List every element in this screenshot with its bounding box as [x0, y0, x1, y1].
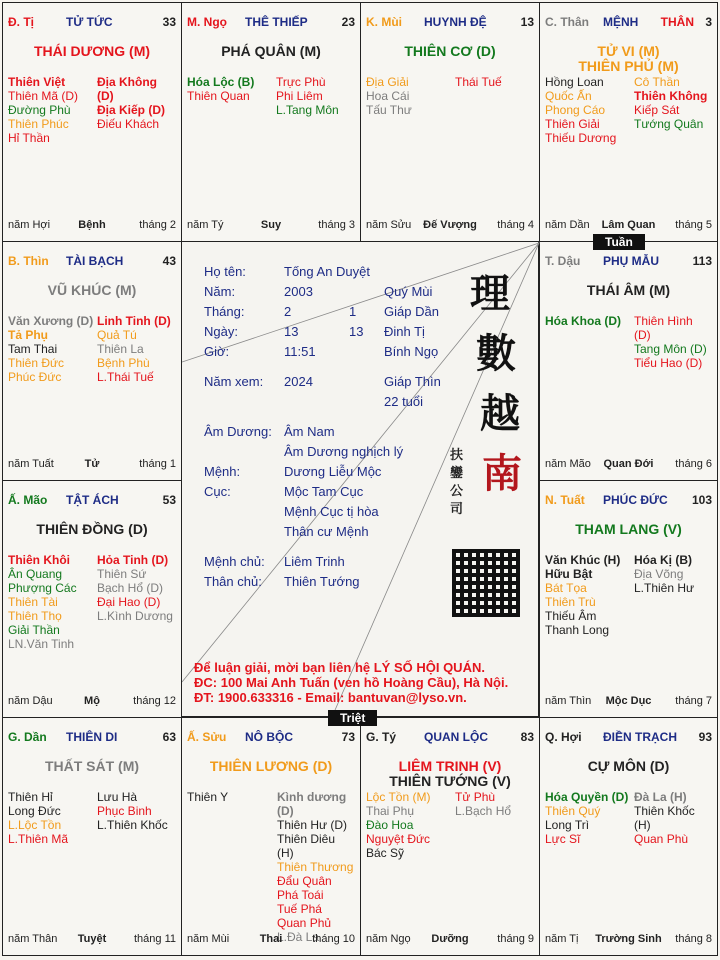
minor-star: Thiên Trù	[545, 595, 596, 609]
nam-value: 2003	[284, 284, 313, 299]
palace-month: tháng 6	[675, 458, 712, 470]
minor-star: Bác Sỹ	[366, 846, 405, 860]
minor-star: Lộc Tồn (M)	[366, 790, 431, 804]
palace-year: năm Dậu	[8, 695, 53, 707]
main-star: VŨ KHÚC (M)	[47, 282, 137, 298]
palace-at-suu	[181, 717, 361, 956]
palace-stage: Mộc Dục	[605, 695, 652, 707]
palace-header	[187, 15, 355, 31]
palace-at-mao	[2, 480, 182, 718]
minor-star: Đại Hao (D)	[97, 595, 161, 609]
palace-giap-dan	[2, 717, 182, 956]
palace-month: tháng 4	[497, 219, 534, 231]
minor-star: Thiên Y	[187, 790, 229, 804]
minor-star: Đào Hoa	[366, 818, 414, 832]
minor-star: Hóa Lộc (B)	[187, 75, 255, 89]
minor-star: Thiên Hỉ	[8, 790, 53, 804]
palace-age: 73	[341, 730, 355, 744]
palace-age: 23	[341, 15, 355, 29]
palace-stage: Quan Đới	[603, 458, 654, 470]
palace-header	[366, 15, 534, 31]
minor-star: Quan Phủ	[277, 916, 332, 930]
palace-month: tháng 8	[675, 933, 712, 945]
palace-month: tháng 11	[133, 933, 176, 945]
menh-chu-value: Liêm Trinh	[284, 554, 345, 569]
palace-mau-ngo	[181, 2, 361, 242]
minor-star: Hỉ Thần	[8, 131, 50, 145]
palace-stage: Mộ	[84, 695, 100, 707]
minor-star: L.Bạch Hổ	[455, 804, 512, 818]
than-marker: THÂN	[660, 15, 694, 29]
palace-footer	[8, 933, 176, 947]
minor-star: L.Kình Dương	[97, 609, 173, 623]
gio-value: 11:51	[284, 344, 316, 359]
palace-header	[8, 254, 176, 270]
palace-ky-mui	[360, 2, 540, 242]
minor-star: Phục Binh	[97, 804, 152, 818]
palace-header	[545, 730, 712, 746]
palace-header	[8, 15, 176, 31]
minor-star: Trực Phù	[276, 75, 326, 89]
main-star: THAM LANG (V)	[575, 521, 682, 537]
palace-stage: Tuyệt	[77, 933, 107, 945]
palace-year: năm Ngọ	[366, 933, 411, 945]
qr-code-icon	[452, 549, 520, 617]
palace-age: 113	[692, 254, 712, 268]
palace-stage: Thai	[259, 933, 283, 945]
contact-block	[194, 660, 508, 705]
palace-footer	[366, 933, 534, 947]
palace-footer	[545, 219, 712, 233]
cuc-label: Cục:	[204, 484, 231, 499]
minor-star: Thiếu Âm	[545, 609, 597, 623]
main-star: THIÊN PHỦ (M)	[578, 58, 679, 74]
minor-star: Cô Thần	[634, 75, 680, 89]
thang-label: Tháng:	[204, 304, 245, 319]
minor-star: Phá Toái	[277, 888, 324, 902]
minor-star: Thiên Không	[634, 89, 708, 103]
minor-star: Tam Thai	[8, 342, 58, 356]
nam-label: Năm:	[204, 284, 236, 299]
minor-star: Thái Tuế	[455, 75, 502, 89]
palace-year: năm Hợi	[8, 219, 51, 231]
palace-year: năm Tị	[545, 933, 579, 945]
palace-stage: Dưỡng	[431, 933, 469, 945]
nam-can-chi: Quý Mùi	[384, 284, 433, 299]
tuoi-value: 22 tuổi	[384, 394, 424, 409]
main-star: THIÊN ĐỒNG (D)	[36, 521, 148, 537]
minor-star: Thiên Việt	[8, 75, 66, 89]
main-star: THIÊN TƯỚNG (V)	[389, 773, 511, 789]
minor-star: Hoa Cái	[366, 89, 410, 103]
am-duong-label: Âm Dương:	[204, 424, 272, 439]
palace-footer	[366, 219, 534, 233]
ngay-can-chi: Đinh Tị	[384, 324, 425, 339]
minor-star: Long Trì	[545, 818, 590, 832]
palace-name: THÊ THIẾP	[245, 15, 308, 29]
minor-star: Tướng Quân	[634, 117, 704, 131]
minor-star: Thiên Tài	[8, 595, 58, 609]
palace-year: năm Thân	[8, 933, 58, 945]
palace-can-chi: K. Mùi	[366, 15, 402, 29]
nam-xem-label: Năm xem:	[204, 374, 264, 389]
minor-star: L.Thiên Hư	[634, 581, 695, 595]
palace-name: MỆNH	[603, 15, 639, 29]
palace-can-chi: G. Tý	[366, 730, 397, 744]
palace-age: 33	[162, 15, 176, 29]
minor-star: Phong Cáo	[545, 103, 606, 117]
minor-star: Văn Xương (D)	[8, 314, 94, 328]
palace-age: 63	[162, 730, 176, 744]
minor-star: Thiên Thọ	[8, 609, 62, 623]
palace-name: PHÚC ĐỨC	[603, 493, 668, 507]
ngay-label: Ngày:	[204, 324, 238, 339]
logo-char-2: 數	[476, 330, 516, 377]
minor-star: Thiên Khốc (H)	[634, 804, 695, 832]
minor-star: Nguyệt Đức	[366, 832, 431, 846]
minor-star: Hữu Bật	[545, 567, 593, 581]
minor-star: Tang Môn (D)	[634, 342, 707, 356]
palace-age: 103	[691, 493, 712, 507]
minor-star: Thiên Sứ	[97, 567, 147, 581]
tuan-tag: Tuần	[593, 234, 645, 250]
palace-dau-ti	[2, 2, 182, 242]
minor-star: Bát Tọa	[545, 581, 587, 595]
than-chu-label: Thân chủ:	[204, 574, 262, 589]
palace-nham-tuat	[539, 480, 718, 718]
ngay-duong-lich: 13	[284, 324, 299, 339]
palace-can-chi: N. Tuất	[545, 493, 585, 507]
minor-star: Bạch Hổ (D)	[97, 581, 164, 595]
minor-star: Lực Sĩ	[545, 832, 581, 846]
palace-footer	[545, 695, 712, 709]
palace-name: ĐIỀN TRẠCH	[603, 730, 677, 744]
palace-footer	[187, 219, 355, 233]
minor-star: Tấu Thư	[366, 103, 412, 117]
palace-year: năm Thìn	[545, 695, 592, 707]
palace-canh-than	[539, 2, 718, 242]
palace-stage: Đế Vượng	[423, 219, 477, 231]
palace-binh-thin	[2, 241, 182, 481]
palace-stage: Suy	[260, 219, 282, 231]
palace-month: tháng 9	[497, 933, 534, 945]
palace-footer	[8, 219, 176, 233]
cuc-value: Mộc Tam Cục	[284, 484, 364, 499]
menh-label: Mệnh:	[204, 464, 241, 479]
main-star: THẤT SÁT (M)	[44, 758, 140, 774]
main-star: LIÊM TRINH (V)	[398, 758, 502, 774]
minor-star: Thiên Phúc	[8, 117, 69, 131]
minor-star: Phượng Các	[8, 581, 77, 595]
palace-month: tháng 12	[133, 695, 176, 707]
am-duong-value: Âm Nam	[284, 424, 335, 439]
gio-can-chi: Bính Ngọ	[384, 344, 439, 359]
logo-char-1: 理	[470, 270, 510, 317]
minor-star: Phúc Đức	[8, 370, 62, 384]
palace-footer	[545, 933, 712, 947]
ngay-am-lich: 13	[349, 324, 364, 339]
palace-name: TẬT ÁCH	[66, 493, 119, 507]
minor-star: Thiên Diêu (H)	[277, 832, 336, 860]
palace-can-chi: T. Dậu	[545, 254, 581, 268]
minor-star: Thiên Thương	[277, 860, 354, 874]
minor-star: L.Đà La	[277, 930, 320, 944]
thang-am-lich: 1	[349, 304, 357, 319]
palace-stage: Bệnh	[78, 219, 106, 231]
palace-name: THIÊN DI	[66, 730, 118, 744]
palace-can-chi: C. Thân	[545, 15, 589, 29]
minor-star: Hóa Quyền (D)	[545, 790, 629, 804]
palace-header	[8, 730, 176, 746]
palace-footer	[545, 458, 712, 472]
contact-line-3: ĐT: 1900.633316 - Email: bantuvan@lyso.vn.	[194, 690, 467, 705]
minor-star: Thiên Hình (D)	[634, 314, 693, 342]
minor-star: Địa Kiếp (D)	[97, 103, 166, 117]
minor-star: L.Thiên Khốc	[97, 818, 168, 832]
minor-star: Thiếu Dương	[545, 131, 617, 145]
palace-year: năm Dần	[545, 219, 590, 231]
palace-header	[545, 254, 712, 270]
palace-can-chi: Ấ. Mão	[8, 493, 48, 507]
palace-header	[8, 493, 176, 509]
minor-star: Lưu Hà	[97, 790, 138, 804]
palace-month: tháng 10	[312, 933, 355, 945]
ho-ten-value: Tống An Duyệt	[284, 264, 370, 279]
gio-label: Giờ:	[204, 344, 230, 359]
menh-cuc-relation: Mệnh Cục tị hòa	[284, 504, 379, 519]
thang-duong-lich: 2	[284, 304, 292, 319]
minor-star: L.Thiên Mã	[8, 832, 69, 846]
center-info-panel	[181, 241, 539, 717]
palace-name: PHỤ MẪU	[603, 254, 659, 268]
minor-star: Hỏa Tinh (D)	[97, 553, 169, 567]
minor-star: Hóa Khoa (D)	[545, 314, 621, 328]
main-star: THÁI DƯƠNG (M)	[33, 43, 151, 59]
palace-age: 93	[698, 730, 712, 744]
ho-ten-label: Họ tên:	[204, 264, 246, 279]
palace-name: TỬ TỨC	[66, 15, 113, 29]
palace-stage: Trường Sinh	[595, 933, 662, 945]
palace-stage: Lâm Quan	[601, 219, 656, 231]
main-star: THÁI ÂM (M)	[586, 282, 671, 298]
than-chu-value: Thiên Tướng	[284, 574, 360, 589]
minor-star: Tử Phù	[455, 790, 496, 804]
palace-month: tháng 3	[318, 219, 355, 231]
main-star: THIÊN CƠ (D)	[404, 43, 496, 59]
am-duong-ly: Âm Dương nghịch lý	[284, 444, 404, 459]
palace-header	[366, 730, 534, 746]
palace-stage: Tử	[84, 458, 100, 470]
palace-can-chi: Ấ. Sửu	[187, 730, 227, 744]
palace-can-chi: Đ. Tị	[8, 15, 34, 29]
palace-can-chi: M. Ngọ	[187, 15, 227, 29]
minor-star: Phi Liêm	[276, 89, 323, 103]
nam-xem-can-chi: Giáp Thìn	[384, 374, 441, 389]
minor-star: Quả Tú	[97, 328, 137, 342]
palace-month: tháng 5	[675, 219, 712, 231]
palace-age: 53	[162, 493, 176, 507]
palace-age: 83	[520, 730, 534, 744]
minor-star: Thiên Mã (D)	[8, 89, 79, 103]
logo-subtitle: 扶 鑾 公 司	[450, 448, 464, 517]
palace-can-chi: B. Thìn	[8, 254, 49, 268]
than-cu: Thân cư Mệnh	[284, 524, 369, 539]
minor-star: Đẩu Quân	[277, 874, 332, 888]
minor-star: Ân Quang	[8, 567, 63, 581]
minor-star: Văn Khúc (H)	[545, 553, 621, 567]
palace-footer	[8, 695, 176, 709]
logo-char-4: 南	[482, 450, 522, 497]
palace-name: NÔ BỘC	[245, 730, 293, 744]
palace-month: tháng 2	[139, 219, 176, 231]
minor-star: Địa Giải	[366, 75, 409, 89]
main-star: PHÁ QUÂN (M)	[221, 43, 321, 59]
palace-month: tháng 1	[139, 458, 176, 470]
contact-line-1: Để luận giải, mời bạn liên hệ LÝ SỐ HỘI QUÁN.	[194, 660, 485, 675]
minor-star: Thiên Hư (D)	[277, 818, 348, 832]
palace-name: QUAN LỘC	[424, 730, 488, 744]
palace-name: TÀI BẠCH	[66, 254, 124, 268]
minor-star: Địa Võng	[634, 567, 684, 581]
minor-star: Thiên Đức	[8, 356, 65, 370]
thang-can-chi: Giáp Dần	[384, 304, 439, 319]
minor-star: Kình dương (D)	[277, 790, 347, 818]
minor-star: L.Tang Môn	[276, 103, 339, 117]
minor-star: Giải Thần	[8, 623, 60, 637]
palace-dinh-dau	[539, 241, 718, 481]
palace-can-chi: G. Dần	[8, 730, 47, 744]
palace-header	[545, 15, 712, 31]
palace-year: năm Sửu	[366, 219, 412, 231]
minor-star: Địa Không (D)	[97, 75, 157, 103]
minor-star: LN.Văn Tinh	[8, 637, 75, 651]
main-star: CỰ MÔN (D)	[587, 758, 670, 774]
minor-star: Thiên Khôi	[8, 553, 70, 567]
minor-star: Hồng Loan	[545, 75, 604, 89]
minor-star: Tả Phụ	[8, 328, 49, 342]
minor-star: Đà La (H)	[634, 790, 687, 804]
palace-can-chi: Q. Hợi	[545, 730, 582, 744]
minor-star: Thiên Quan	[187, 89, 250, 103]
minor-star: L.Thái Tuế	[97, 370, 154, 384]
minor-star: Đường Phù	[8, 103, 71, 117]
palace-quy-hoi	[539, 717, 718, 956]
minor-star: L.Lộc Tồn	[8, 818, 62, 832]
minor-star: Điếu Khách	[97, 117, 160, 131]
minor-star: Thiên La	[97, 342, 144, 356]
palace-age: 3	[705, 15, 712, 29]
palace-age: 43	[162, 254, 176, 268]
palace-year: năm Mão	[545, 458, 591, 470]
minor-star: Thiên Giải	[545, 117, 600, 131]
palace-year: năm Tý	[187, 219, 224, 231]
palace-age: 13	[520, 15, 534, 29]
minor-star: Long Đức	[8, 804, 61, 818]
main-star: TỬ VI (M)	[597, 43, 660, 59]
palace-year: năm Tuất	[8, 458, 54, 470]
logo-char-3: 越	[480, 390, 520, 437]
contact-line-2: ĐC: 100 Mai Anh Tuấn (ven hồ Hoàng Cầu), Hà Nội.	[194, 675, 509, 690]
menh-chu-label: Mệnh chủ:	[204, 554, 265, 569]
palace-month: tháng 7	[675, 695, 712, 707]
minor-star: Thiên Quý	[545, 804, 601, 818]
minor-star: Hóa Kị (B)	[634, 553, 692, 567]
nam-xem-value: 2024	[284, 374, 313, 389]
palace-footer	[8, 458, 176, 472]
main-star: THIÊN LƯƠNG (D)	[209, 758, 333, 774]
palace-year: năm Mùi	[187, 933, 230, 945]
minor-star: Quan Phù	[634, 832, 689, 846]
minor-star: Quốc Ấn	[545, 89, 592, 103]
minor-star: Thai Phụ	[366, 804, 415, 818]
triet-tag: Triệt	[328, 710, 377, 726]
palace-header	[187, 730, 355, 746]
minor-star: Tiểu Hao (D)	[634, 356, 703, 370]
minor-star: Kiếp Sát	[634, 103, 680, 117]
palace-giap-ty	[360, 717, 540, 956]
minor-star: Thanh Long	[545, 623, 610, 637]
palace-header	[545, 493, 712, 509]
palace-footer	[187, 933, 355, 947]
palace-name: HUYNH ĐỆ	[424, 15, 487, 29]
minor-star: Bệnh Phù	[97, 356, 150, 370]
menh-value: Dương Liễu Mộc	[284, 464, 382, 479]
minor-star: Linh Tinh (D)	[97, 314, 171, 328]
minor-star: Tuế Phá	[277, 902, 322, 916]
